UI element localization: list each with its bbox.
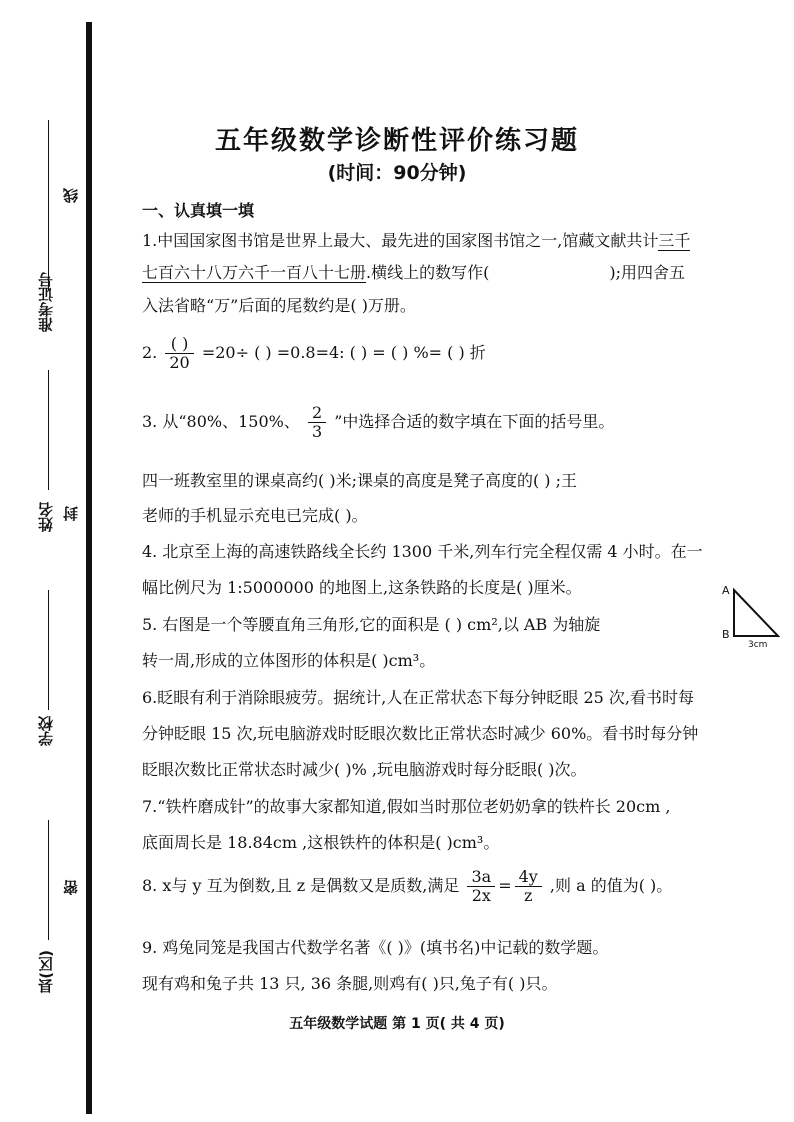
- page-footer: 五年级数学试题 第 1 页( 共 4 页): [289, 1016, 505, 1032]
- side-line-mark: 线: [62, 188, 80, 203]
- county-rule: [48, 820, 49, 940]
- q5-line2: 转一周,形成的立体图形的体积是( )cm³。: [142, 651, 436, 670]
- page-title: 五年级数学诊断性评价练习题: [214, 126, 579, 156]
- q8-frac1-denominator: 2x: [471, 886, 491, 905]
- q8-frac2-numerator: 4y: [515, 868, 542, 887]
- q1-underlined-number-cont: 七百六十八万六千一百八十七册: [142, 263, 367, 282]
- q7-line1: 7.“铁杵磨成针”的故事大家都知道,假如当时那位老奶奶拿的铁杵长 20cm ,: [142, 797, 671, 816]
- q1-text2: .横线上的数写作(: [366, 263, 490, 282]
- q1-text3: );用四舍五: [609, 263, 685, 282]
- q4-line2: 幅比例尺为 1:5000000 的地图上,这条铁路的长度是( )厘米。: [142, 578, 582, 597]
- q7-line2: 底面周长是 18.84cm ,这根铁杵的体积是( )cm³。: [142, 833, 500, 852]
- q2-line: [142, 335, 486, 372]
- q3-text-a: 3. 从“80%、150%、: [142, 412, 300, 431]
- q3-text-b: ”中选择合适的数字填在下面的括号里。: [334, 412, 615, 431]
- q3-frac-numerator: 2: [308, 404, 326, 423]
- q1-line1: [142, 230, 690, 252]
- side-county-label: 县(区): [37, 950, 55, 994]
- q8-equals: =: [498, 876, 512, 895]
- q6-line2: 分钟眨眼 15 次,玩电脑游戏时眨眼次数比正常状态时减少 60%。看书时每分钟: [142, 724, 699, 743]
- side-secret-mark: 密: [62, 880, 80, 895]
- q6-line3: 眨眼次数比正常状态时减少( )% ,玩电脑游戏时每分眨眼( )次。: [142, 760, 587, 779]
- q2-frac-numerator[interactable]: ( ): [165, 335, 193, 354]
- q8-text-b: ,则 a 的值为( )。: [549, 876, 673, 895]
- q4-line1: 4. 北京至上海的高速铁路线全长约 1300 千米,列车行完全程仅需 4 小时。在一: [142, 542, 703, 561]
- name-rule: [48, 370, 49, 490]
- q5-label-length: 3cm: [748, 640, 768, 650]
- binding-rule: [86, 22, 92, 1114]
- side-exam-no-label: 准考证号: [37, 272, 55, 332]
- q3-sub-line1: 四一班教室里的课桌高约( )米;课桌的高度是凳子高度的( ) ;王: [142, 471, 578, 490]
- q3-frac-denominator: 3: [311, 422, 323, 441]
- q5-label-a: A: [722, 584, 730, 597]
- q2-fraction: [165, 335, 193, 372]
- q8-frac1-numerator: 3a: [467, 868, 495, 887]
- q3-line: [142, 404, 614, 441]
- q8-text-a: 8. x与 y 互为倒数,且 z 是偶数又是质数,满足: [142, 876, 460, 895]
- q2-text: =20÷ ( ) =0.8=4: ( ) = ( ) %= ( ) 折: [201, 343, 486, 362]
- q3-fraction: [308, 404, 326, 441]
- q8-fraction-2: [515, 868, 542, 905]
- q1-text: 1.中国国家图书馆是世界上最大、最先进的国家图书馆之一,馆藏文献共计: [142, 231, 659, 250]
- q5-line1: 5. 右图是一个等腰直角三角形,它的面积是 ( ) cm²,以 AB 为轴旋: [142, 615, 601, 634]
- school-rule: [48, 590, 49, 710]
- q1-line3: 入法省略“万”后面的尾数约是( )万册。: [142, 296, 416, 315]
- q9-line1: 9. 鸡兔同笼是我国古代数学名著《( )》(填书名)中记载的数学题。: [142, 938, 609, 957]
- q6-line1: 6.眨眼有利于消除眼疲劳。据统计,人在正常状态下每分钟眨眼 25 次,看书时每: [142, 688, 694, 707]
- q1-underlined-number: 三千: [658, 231, 691, 250]
- q8-fraction-1: [467, 868, 495, 905]
- q8-line: [142, 868, 672, 905]
- q3-sub-line2: 老师的手机显示充电已完成( )。: [142, 506, 368, 525]
- q5-triangle: [734, 590, 778, 636]
- q9-line2: 现有鸡和兔子共 13 只, 36 条腿,则鸡有( )只,兔子有( )只。: [142, 974, 558, 993]
- side-name-label: 姓名: [37, 502, 55, 532]
- side-seal-mark: 封: [62, 506, 80, 521]
- q1-line2: [142, 262, 685, 284]
- q2-frac-denominator: 20: [169, 353, 190, 372]
- q8-frac2-denominator: z: [523, 886, 533, 905]
- page-subtitle: (时间：90分钟): [327, 162, 467, 184]
- section-heading: 一、认真填一填: [142, 201, 255, 220]
- side-school-label: 学校: [37, 716, 55, 746]
- q5-label-b: B: [722, 628, 730, 641]
- q2-number: 2.: [142, 343, 158, 362]
